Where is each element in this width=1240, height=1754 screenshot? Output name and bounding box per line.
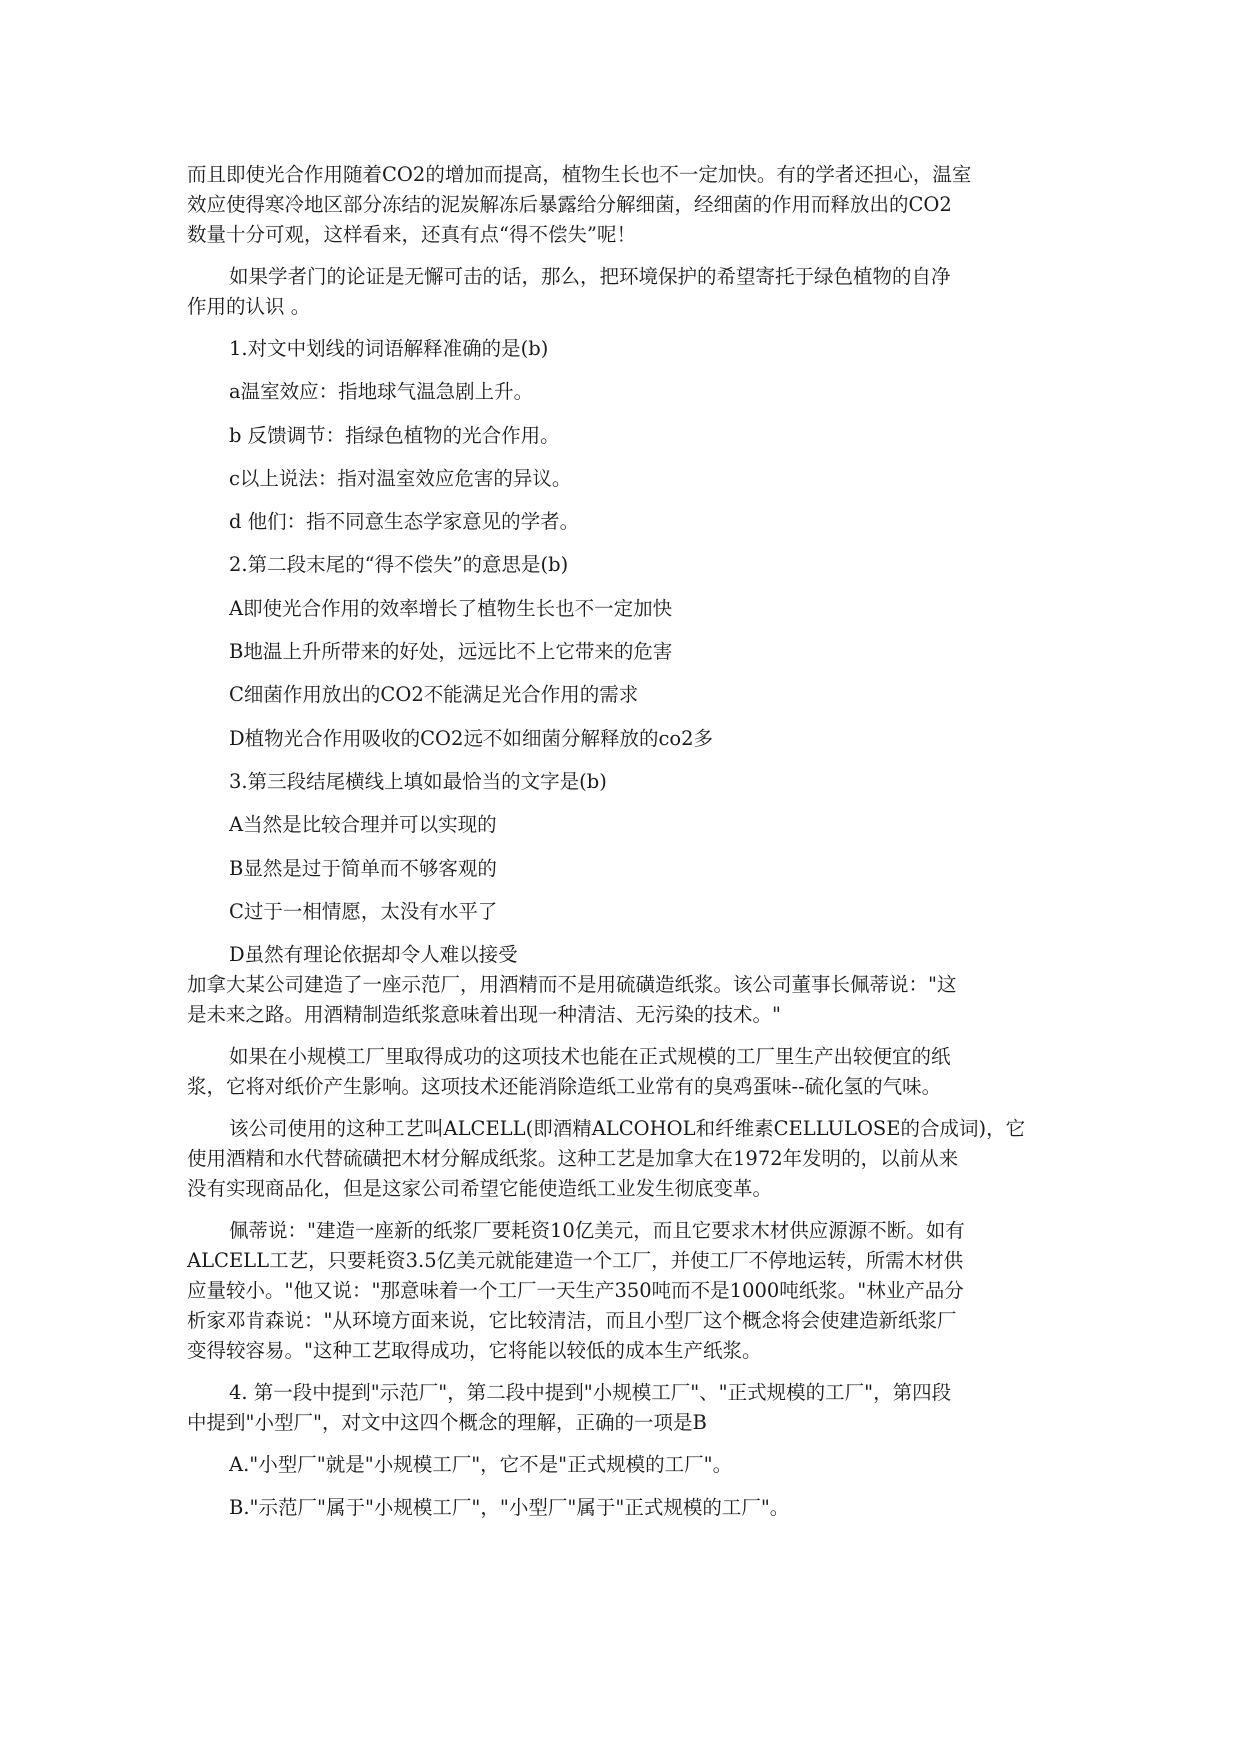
option-item: D虽然有理论依据却令人难以接受: [229, 943, 518, 967]
text-line: 变得较容易。"这种工艺取得成功，它将能以较低的成本生产纸浆。: [187, 1339, 762, 1363]
option-item: B显然是过于简单而不够客观的: [229, 856, 497, 880]
question-list-1: [187, 334, 1057, 970]
text-line: 如果在小规模工厂里取得成功的这项技术也能在正式规模的工厂里生产出较便宜的纸: [229, 1045, 951, 1069]
paragraph-small-scale: [187, 1042, 1057, 1102]
text-line: 如果学者门的论证是无懈可击的话，那么，把环境保护的希望寄托于绿色植物的自净: [229, 265, 951, 288]
text-line: 数量十分可观，这样看来，还真有点“得不偿失”呢！: [187, 223, 636, 246]
text-line: 中提到"小型厂"，对文中这四个概念的理解，正确的一项是B: [187, 1411, 707, 1435]
text-line: 而且即使光合作用随着CO2的增加而提高，植物生长也不一定加快。有的学者还担心，温室: [187, 163, 972, 186]
text-line: 该公司使用的这种工艺叫ALCELL(即酒精ALCOHOL和纤维素CELLULOSE的合成词)，它: [229, 1117, 1026, 1141]
question-item: 1.对文中划线的词语解释准确的是(b): [229, 337, 549, 360]
paragraph-alcell: [187, 1114, 1057, 1204]
option-item: B地温上升所带来的好处，远远比不上它带来的危害: [229, 640, 673, 664]
question-4-options: [187, 1450, 1057, 1523]
text-line: 作用的认识 。: [187, 295, 311, 318]
option-item: A当然是比较合理并可以实现的: [229, 813, 497, 837]
option-item: D植物光合作用吸收的CO2远不如细菌分解释放的co2多: [229, 726, 714, 750]
text-line: 佩蒂说："建造一座新的纸浆厂要耗资10亿美元，而且它要求木材供应源源不断。如有: [229, 1219, 965, 1243]
option-item: C过于一相情愿，太没有水平了: [229, 899, 498, 923]
text-line: 加拿大某公司建造了一座示范厂，用酒精而不是用硫磺造纸浆。该公司董事长佩蒂说："这: [187, 973, 957, 997]
paragraph-demo-plant: [187, 970, 1057, 1030]
paragraph-photosynthesis: [187, 160, 1057, 250]
text-line: 使用酒精和水代替硫磺把木材分解成纸浆。这种工艺是加拿大在1972年发明的，以前从来: [187, 1147, 959, 1171]
option-item: A."小型厂"就是"小规模工厂"，它不是"正式规模的工厂"。: [229, 1453, 733, 1477]
paragraph-cost: [187, 1216, 1057, 1366]
option-item: B."示范厂"属于"小规模工厂"，"小型厂"属于"正式规模的工厂"。: [229, 1496, 790, 1520]
question-item: 2.第二段末尾的“得不偿失”的意思是(b): [229, 553, 569, 577]
question-item: 3.第三段结尾横线上填如最恰当的文字是(b): [229, 769, 607, 793]
text-line: 是未来之路。用酒精制造纸浆意味着出现一种清洁、无污染的技术。": [187, 1003, 781, 1027]
text-line: ALCELL工艺，只要耗资3.5亿美元就能建造一个工厂，并使工厂不停地运转，所需木材供: [187, 1249, 964, 1273]
document-page: [187, 160, 1057, 1537]
question-4-stem: [187, 1378, 1057, 1438]
text-line: 没有实现商品化，但是这家公司希望它能使造纸工业发生彻底变革。: [187, 1177, 773, 1201]
text-line: 浆，它将对纸价产生影响。这项技术还能消除造纸工业常有的臭鸡蛋味--硫化氢的气味。: [187, 1075, 942, 1099]
option-item: b 反馈调节：指绿色植物的光合作用。: [229, 423, 560, 447]
option-item: C细菌作用放出的CO2不能满足光合作用的需求: [229, 683, 639, 707]
option-item: c以上说法：指对温室效应危害的异议。: [229, 466, 572, 490]
option-item: d 他们：指不同意生态学家意见的学者。: [229, 510, 580, 534]
option-item: A即使光合作用的效率增长了植物生长也不一定加快: [229, 596, 673, 620]
question-item: 4. 第一段中提到"示范厂"，第二段中提到"小规模工厂"、"正式规模的工厂"，第四段: [229, 1381, 952, 1405]
option-item: a温室效应：指地球气温急剧上升。: [229, 380, 534, 404]
paragraph-conclusion: [187, 262, 1057, 322]
text-line: 析家邓肯森说："从环境方面来说，它比较清洁，而且小型厂这个概念将会使建造新纸浆厂: [187, 1309, 957, 1333]
text-line: 应量较小。"他又说："那意味着一个工厂一天生产350吨而不是1000吨纸浆。"林业产品分: [187, 1279, 964, 1303]
text-line: 效应使得寒冷地区部分冻结的泥炭解冻后暴露给分解细菌，经细菌的作用而释放出的CO2: [187, 193, 952, 216]
